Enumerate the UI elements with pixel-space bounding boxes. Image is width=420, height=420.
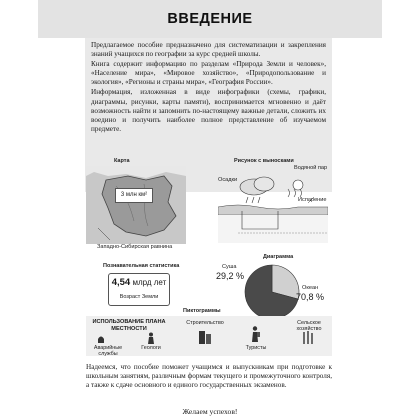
chart-title: Диаграмма bbox=[263, 254, 294, 260]
tourist-icon bbox=[249, 326, 261, 342]
closing-line: Желаем успехов! bbox=[182, 407, 238, 416]
pictogram-sign bbox=[88, 319, 170, 333]
title-banner bbox=[38, 0, 382, 38]
siren-icon bbox=[96, 334, 106, 344]
statistic-subtitle: Возраст Земли bbox=[119, 294, 159, 300]
map-caption: Западно-Сибирская равнина bbox=[97, 244, 173, 250]
pictogram-label: Геологи bbox=[141, 345, 161, 351]
water-cycle-figure bbox=[218, 167, 328, 243]
west-siberia-map-illustration bbox=[86, 166, 186, 244]
pictograms-label: Пиктограммы bbox=[183, 308, 221, 314]
statistic-value: 4,54 bbox=[111, 277, 131, 288]
pie-chart bbox=[242, 262, 302, 322]
figure-label: Рисунок с выносками bbox=[234, 158, 294, 164]
outro-paragraph: Надеемся, что пособие поможет учащимся и выпускникам при подготовке к школьным занятиям, различным формам текущего и промежуточного контроля, а также к сдаче основного и единого государственных экзаменов. bbox=[86, 363, 332, 390]
geologist-icon bbox=[146, 332, 156, 344]
pictogram-label: Аварийные службы bbox=[93, 345, 123, 357]
page-title: ВВЕДЕНИЕ bbox=[167, 11, 253, 27]
pictogram-sign-line: ИСПОЛЬЗОВАНИЕ ПЛАНА bbox=[92, 319, 166, 325]
map-area-callout: 3 млн км² bbox=[115, 188, 153, 203]
statistic-card bbox=[108, 273, 170, 306]
map-label: Карта bbox=[114, 158, 130, 164]
pie-value-label: 70,8 % bbox=[296, 292, 325, 302]
precipitation-callout: Осадки bbox=[218, 177, 238, 183]
buildings-icon bbox=[198, 328, 212, 344]
map-figure bbox=[86, 166, 186, 244]
pictograms-panel bbox=[86, 316, 332, 356]
statistic-label: Познавательная статистика bbox=[103, 263, 180, 269]
pie-value-label: 29,2 % bbox=[216, 271, 245, 281]
intro-paragraph: Предлагаемое пособие предназначено для систематизации и закрепления знаний учащихся по географии за курс средней школы. bbox=[91, 41, 326, 59]
pie-category-label: Океан bbox=[302, 285, 319, 291]
pie-category-label: Суша bbox=[222, 264, 237, 270]
evaporation-callout: Испарение bbox=[298, 197, 327, 203]
pictogram-label: Туристы bbox=[245, 345, 267, 351]
statistic-unit: млрд лет bbox=[132, 278, 167, 287]
pictogram-label: Строительство bbox=[186, 320, 224, 326]
pictogram-sign-line: МЕСТНОСТИ bbox=[111, 326, 147, 332]
statistic-value-line bbox=[109, 277, 169, 288]
intro-paragraph: Информация, изложенная в виде инфографики (схемы, графики, диаграммы, рисунки, карты памяти), воспринимается мгновенно и даёт возможность найти и запомнить по-настоящему важные детали, сложить их воедино и получить наиболее полное представление об изучаемом предмете. bbox=[91, 88, 326, 133]
intro-paragraph: Книга содержит информацию по разделам «Природа Земли и человек», «Население мира», «Мировое хозяйство», «Природопользование и экология», «Регионы и страны мира», «География России». bbox=[91, 60, 326, 87]
water-vapor-callout: Водяной пар bbox=[294, 165, 328, 171]
pictogram-label: Сельское хозяйство bbox=[296, 320, 322, 332]
